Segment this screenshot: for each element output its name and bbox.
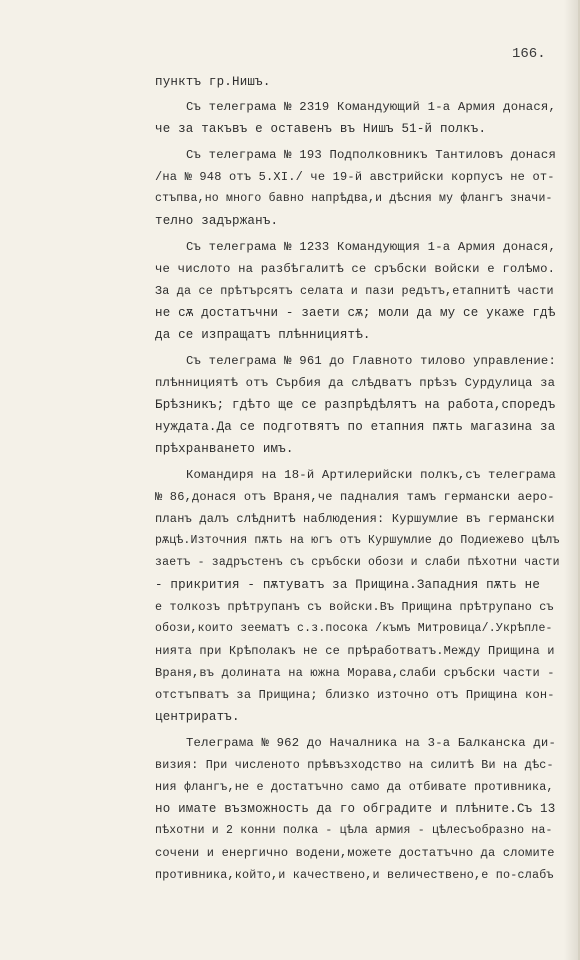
text-line: че числото на разбѣгалитѣ се сръбски войски е голѣмо. [155, 262, 556, 276]
text-line: заетъ - задръстенъ съ сръбски обози и слаби пѣхотни части [155, 556, 560, 569]
text-line: обози,които зеематъ с.з.посока /къмъ Митровица/.Укрѣпле- [155, 622, 553, 635]
text-line: не сѫ достатъчни - заети сѫ; моли да му се укаже гдѣ [155, 306, 556, 320]
text-line: отстъпватъ за Прищина; близко източно отъ Прищина кон- [155, 688, 555, 702]
text-line: Телеграма № 962 до Началника на 3-а Балканска ди- [186, 736, 557, 750]
text-line: рѫцѣ.Източния пѫть на югъ отъ Куршумлие до Подиежево цѣлъ [155, 534, 560, 547]
text-line: Съ телеграма № 1233 Командующия 1-а Армия донася, [186, 240, 557, 254]
page-number: 166. [512, 46, 546, 62]
text-line: сочени и енергично водени,можете достатъчно да сломите [155, 846, 555, 860]
text-line: Съ телеграма № 193 Подполковникъ Тантиловъ донася [186, 148, 557, 162]
text-line: Съ телеграма № 961 до Главното тилово управление: [186, 354, 557, 368]
text-line: № 86,донася отъ Враня,че падналия тамъ германски аеро- [155, 490, 555, 504]
text-line: За да се прѣтърсятъ селата и пази редътъ,етапнитѣ части [155, 284, 554, 298]
text-line: Враня,въ долината на южна Морава,слаби сръбски части - [155, 666, 555, 680]
text-line: пунктъ гр.Нишъ. [155, 75, 271, 89]
text-line: ния флангъ,не е достатъчно само да отбивате противника, [155, 780, 554, 794]
text-line: планъ далъ слѣднитѣ наблюдения: Куршумлие въ германски [155, 512, 555, 526]
text-line: Брѣзникъ; гдѣто ще се разпрѣдѣлятъ на работа,споредъ [155, 398, 556, 412]
text-line: Командиря на 18-й Артилерийски полкъ,съ телеграма [186, 468, 557, 482]
text-line: но имате възможность да го обградите и плѣните.Съ 13 [155, 802, 556, 816]
text-line: телно задържанъ. [155, 214, 279, 228]
text-line: стъпва,но много бавно напрѣдва,и дѣсния му флангъ значи- [155, 192, 553, 205]
text-line: нуждата.Да се подготвятъ по етапния пѫть магазина за [155, 420, 556, 434]
page-edge-shadow [564, 0, 578, 960]
text-line: е толкозъ прѣтрупанъ съ войски.Въ Прищина прѣтрупано съ [155, 600, 554, 614]
text-line: прѣхранването имъ. [155, 442, 294, 456]
text-line: /на № 948 отъ 5.XI./ че 19-й австрийски корпусъ не от- [155, 170, 555, 184]
text-line: да се изпращатъ плѣннициятѣ. [155, 328, 371, 342]
text-line: визия: При численото прѣвъзходство на силитѣ Ви на дѣс- [155, 758, 554, 772]
text-line: че за такъвъ е оставенъ въ Нишъ 51-й полкъ. [155, 122, 487, 136]
text-line: нията при Крѣполакъ не се прѣработватъ.Между Прищина и [155, 644, 555, 658]
text-line: - прикрития - пѫтуватъ за Прищина.Западния пѫть не [155, 578, 541, 592]
text-line: плѣннициятѣ отъ Сърбия да слѣдватъ прѣзъ Сурдулица за [155, 376, 556, 390]
text-line: противника,който,и качествено,и величествено,е по-слабъ [155, 868, 554, 882]
text-line: пѣхотни и 2 конни полка - цѣла армия - цѣлесъобразно на- [155, 824, 553, 837]
text-line: Съ телеграма № 2319 Командующий 1-а Армия донася, [186, 100, 557, 114]
text-line: центриратъ. [155, 710, 240, 724]
